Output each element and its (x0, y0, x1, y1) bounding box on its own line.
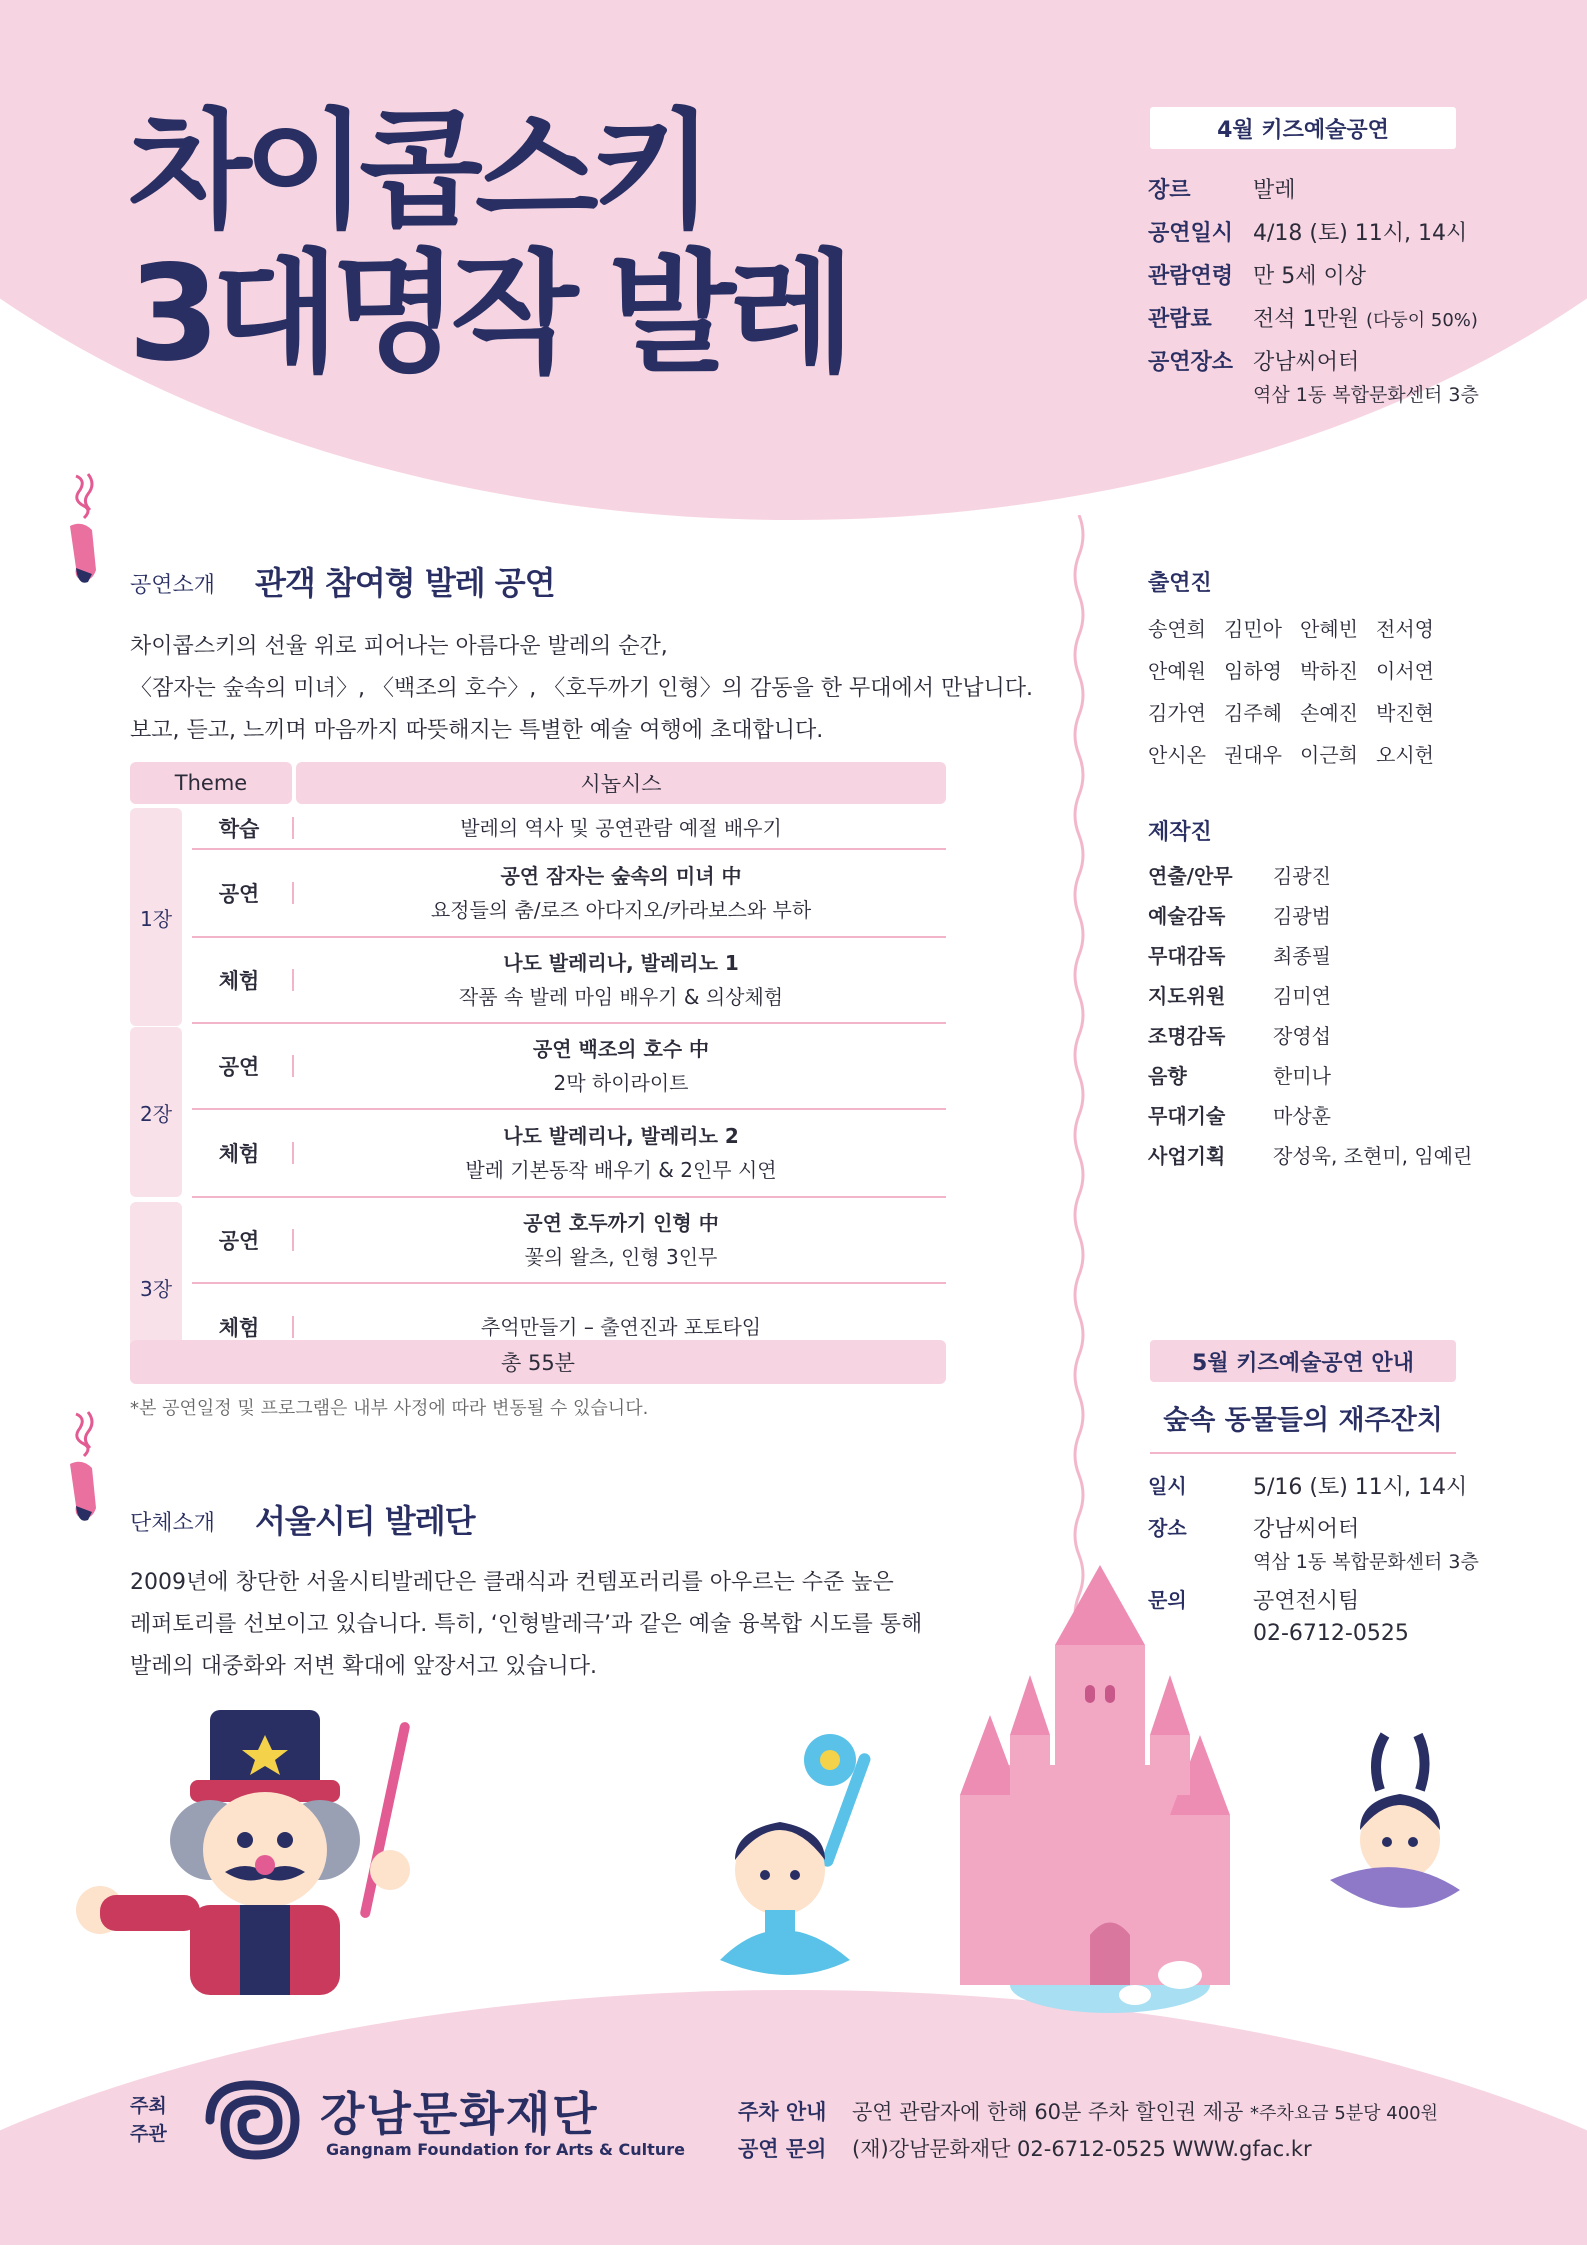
nutcracker-illustration (60, 1700, 460, 2000)
crew-row (1148, 894, 1472, 934)
may-place-name: 강남씨어터 (1253, 1517, 1360, 1542)
row-desc-title: 나도 발레리나, 발레리노 2 (503, 1124, 739, 1148)
ribbon-divider (1071, 515, 1087, 1685)
info-label: 공연장소 (1148, 350, 1234, 375)
crew-row (1148, 854, 1472, 894)
price-note: (다둥이 50%) (1366, 310, 1478, 331)
cast-list (1148, 613, 1452, 768)
ballet-shoe-icon (62, 470, 102, 590)
row-separator (292, 1142, 294, 1164)
row-kind: 공연 (218, 1055, 260, 1079)
info-label: 공연일시 (1148, 221, 1234, 246)
row-desc (296, 1024, 946, 1108)
row-kind: 공연 (218, 882, 260, 906)
may-value: 5/16 (토) 11시, 14시 (1253, 1475, 1468, 1500)
row-desc-sub: 발레 기본동작 배우기 & 2인무 시연 (465, 1158, 777, 1182)
group-line: 발레의 대중화와 저변 확대에 앞장서고 있습니다. (130, 1654, 598, 1679)
table-row (192, 808, 946, 850)
crew-role: 조명감독 (1148, 1023, 1226, 1048)
cast-name: 이근희 (1300, 743, 1358, 767)
crew-role: 음향 (1148, 1063, 1187, 1088)
venue-address: 역삼 1동 복합문화센터 3층 (1253, 384, 1479, 406)
chapter-3: 3장 (130, 1202, 182, 1372)
info-value (1253, 302, 1478, 333)
info-datetime (1148, 216, 1467, 247)
info-value: 발레 (1253, 178, 1296, 203)
cast-name: 전서영 (1376, 617, 1434, 641)
dancer-illustration (1290, 1730, 1490, 1930)
info-label: 관람료 (1148, 307, 1212, 332)
group-label: 단체소개 (130, 1511, 216, 1536)
info-venue (1148, 345, 1479, 407)
crew-name: 김광범 (1273, 903, 1331, 928)
cast-name: 박하진 (1300, 659, 1358, 683)
row-kind: 체험 (218, 969, 260, 993)
ballerina-illustration (690, 1730, 910, 2010)
crew-name: 한미나 (1273, 1063, 1331, 1088)
row-separator (292, 1229, 294, 1251)
row-desc-title: 공연 잠자는 숲속의 미녀 中 (500, 864, 742, 888)
intro-title: 관객 참여형 발레 공연 (255, 564, 555, 602)
crew-role: 무대기술 (1148, 1103, 1226, 1128)
host-labels (130, 2092, 167, 2148)
cast-name: 김주혜 (1224, 701, 1282, 725)
cast-name: 안시온 (1148, 743, 1206, 767)
organizer-label: 주관 (130, 2123, 167, 2145)
crew-name: 김미연 (1273, 983, 1331, 1008)
main-title-line1: 차이콥스키 (128, 97, 707, 246)
header-synopsis: 시놉시스 (296, 762, 946, 804)
crew-name: 마상훈 (1273, 1103, 1331, 1128)
crew-name: 장성욱, 조현미, 임예린 (1273, 1143, 1473, 1168)
row-desc (296, 938, 946, 1022)
foundation-name: 강남문화재단 (320, 2087, 599, 2141)
crew-heading: 제작진 (1148, 820, 1212, 845)
row-desc-line: 추억만들기 – 출연진과 포토타임 (480, 1315, 762, 1339)
crew-role: 연출/안무 (1148, 863, 1233, 888)
may-label: 문의 (1148, 1588, 1187, 1612)
chapter-2: 2장 (130, 1027, 182, 1197)
intro-line: 보고, 듣고, 느끼며 마음까지 따뜻해지는 특별한 예술 여행에 초대합니다. (130, 718, 824, 743)
cast-name: 안혜빈 (1300, 617, 1358, 641)
crew-row (1148, 1134, 1472, 1174)
row-desc-title: 공연 호두까기 인형 中 (523, 1211, 719, 1235)
crew-row (1148, 1014, 1472, 1054)
info-label: 관람연령 (1148, 264, 1234, 289)
foundation-english-name: Gangnam Foundation for Arts & Culture (326, 2140, 685, 2159)
crew-row (1148, 934, 1472, 974)
parking-value (852, 2096, 1438, 2126)
total-duration: 총 55분 (130, 1340, 946, 1384)
venue-name: 강남씨어터 (1253, 350, 1360, 375)
parking-note: *주차요금 5분당 400원 (1250, 2103, 1439, 2124)
intro-line: 차이콥스키의 선율 위로 피어나는 아름다운 발레의 순간, (130, 634, 668, 659)
may-date (1148, 1470, 1467, 1501)
row-desc-line: 발레의 역사 및 공연관람 예절 배우기 (460, 816, 782, 840)
cast-name: 박진현 (1376, 701, 1434, 725)
cast-name: 송연희 (1148, 617, 1206, 641)
crew-row (1148, 974, 1472, 1014)
row-separator (292, 1316, 294, 1338)
may-title: 숲속 동물들의 재주잔치 (1163, 1405, 1443, 1436)
table-row (192, 938, 946, 1024)
row-kind: 학습 (218, 817, 260, 841)
may-value (1253, 1584, 1409, 1646)
may-value (1253, 1512, 1479, 1574)
chapter-1: 1장 (130, 808, 182, 1026)
row-separator (292, 817, 294, 839)
may-badge: 5월 키즈예술공연 안내 (1150, 1340, 1456, 1382)
group-paragraph (130, 1562, 922, 1688)
row-desc-sub: 꽃의 왈츠, 인형 3인무 (524, 1245, 718, 1269)
info-value: 4/18 (토) 11시, 14시 (1253, 221, 1468, 246)
may-inquiry-team: 공연전시팀 (1253, 1589, 1360, 1614)
row-desc-sub: 작품 속 발레 마임 배우기 & 의상체험 (458, 985, 784, 1009)
table-row (192, 1110, 946, 1198)
cast-name: 권대우 (1224, 743, 1282, 767)
crew-row (1148, 1094, 1472, 1134)
host-label: 주최 (130, 2095, 167, 2117)
row-kind: 체험 (218, 1142, 260, 1166)
row-desc-title: 나도 발레리나, 발레리노 1 (503, 951, 739, 975)
group-title: 서울시티 발레단 (255, 1502, 475, 1540)
may-place-address: 역삼 1동 복합문화센터 3층 (1253, 1551, 1479, 1573)
info-label: 장르 (1148, 178, 1191, 203)
intro-line: 〈잠자는 숲속의 미녀〉, 〈백조의 호수〉, 〈호두까기 인형〉의 감동을 한 무대에서 만납니다. (130, 676, 1033, 701)
may-divider (1150, 1452, 1456, 1454)
row-desc (296, 808, 946, 848)
parking-text: 공연 관람자에 한해 60분 주차 할인권 제공 (852, 2100, 1244, 2124)
row-desc (296, 850, 946, 936)
cast-heading: 출연진 (1148, 571, 1212, 596)
table-row (192, 850, 946, 938)
table-row (192, 1024, 946, 1110)
table-row (192, 1198, 946, 1284)
crew-role: 무대감독 (1148, 943, 1226, 968)
cast-name: 임하영 (1224, 659, 1282, 683)
row-separator (292, 969, 294, 991)
info-value: 만 5세 이상 (1253, 264, 1366, 289)
info-age (1148, 259, 1366, 290)
inquiry-label: 공연 문의 (738, 2137, 827, 2161)
intro-paragraph (130, 626, 1033, 752)
ballet-shoe-icon (62, 1408, 102, 1528)
inquiry-info (738, 2133, 1312, 2163)
cast-name: 손예진 (1300, 701, 1358, 725)
row-desc-title: 공연 백조의 호수 中 (532, 1037, 710, 1061)
row-kind: 체험 (218, 1316, 260, 1340)
crew-name: 장영섭 (1273, 1023, 1331, 1048)
main-title-line2: 3대명작 발레 (128, 237, 848, 391)
row-desc (296, 1110, 946, 1196)
parking-info (738, 2096, 1438, 2126)
row-separator (292, 1055, 294, 1077)
may-label: 일시 (1148, 1474, 1187, 1498)
crew-name: 최종필 (1273, 943, 1331, 968)
castle-illustration (920, 1565, 1250, 2025)
row-separator (292, 882, 294, 904)
may-label: 장소 (1148, 1516, 1187, 1540)
row-desc (296, 1198, 946, 1282)
cast-name: 이서연 (1376, 659, 1434, 683)
april-badge: 4월 키즈예술공연 (1150, 107, 1456, 149)
may-inquiry-phone: 02-6712-0525 (1253, 1621, 1409, 1646)
info-genre (1148, 173, 1296, 204)
info-value (1253, 345, 1479, 407)
group-line: 레퍼토리를 선보이고 있습니다. 특히, ‘인형발레극’과 같은 예술 융복합 시도를 통해 (130, 1612, 923, 1637)
header-theme: Theme (130, 762, 292, 804)
cast-name: 오시헌 (1376, 743, 1434, 767)
row-kind: 공연 (218, 1229, 260, 1253)
price-value: 전석 1만원 (1253, 307, 1359, 332)
schedule-note: *본 공연일정 및 프로그램은 내부 사정에 따라 변동될 수 있습니다. (130, 1398, 649, 1419)
row-desc-sub: 요정들의 춤/로즈 아다지오/카라보스와 부하 (430, 898, 812, 922)
crew-role: 사업기획 (1148, 1143, 1226, 1168)
crew-row (1148, 1054, 1472, 1094)
info-price (1148, 302, 1478, 333)
cast-name: 김민아 (1224, 617, 1282, 641)
crew-name: 김광진 (1273, 863, 1331, 888)
inquiry-value: (재)강남문화재단 02-6712-0525 WWW.gfac.kr (852, 2137, 1312, 2161)
row-desc-sub: 2막 하이라이트 (553, 1071, 689, 1095)
crew-list (1148, 854, 1472, 1174)
cast-name: 안예원 (1148, 659, 1206, 683)
group-line: 2009년에 창단한 서울시티발레단은 클래식과 컨템포러리를 아우르는 수준 높은 (130, 1570, 894, 1595)
parking-label: 주차 안내 (738, 2100, 827, 2124)
crew-role: 지도위원 (1148, 983, 1226, 1008)
foundation-logo-icon (200, 2080, 310, 2160)
cast-name: 김가연 (1148, 701, 1206, 725)
intro-label: 공연소개 (130, 573, 216, 598)
crew-role: 예술감독 (1148, 903, 1226, 928)
